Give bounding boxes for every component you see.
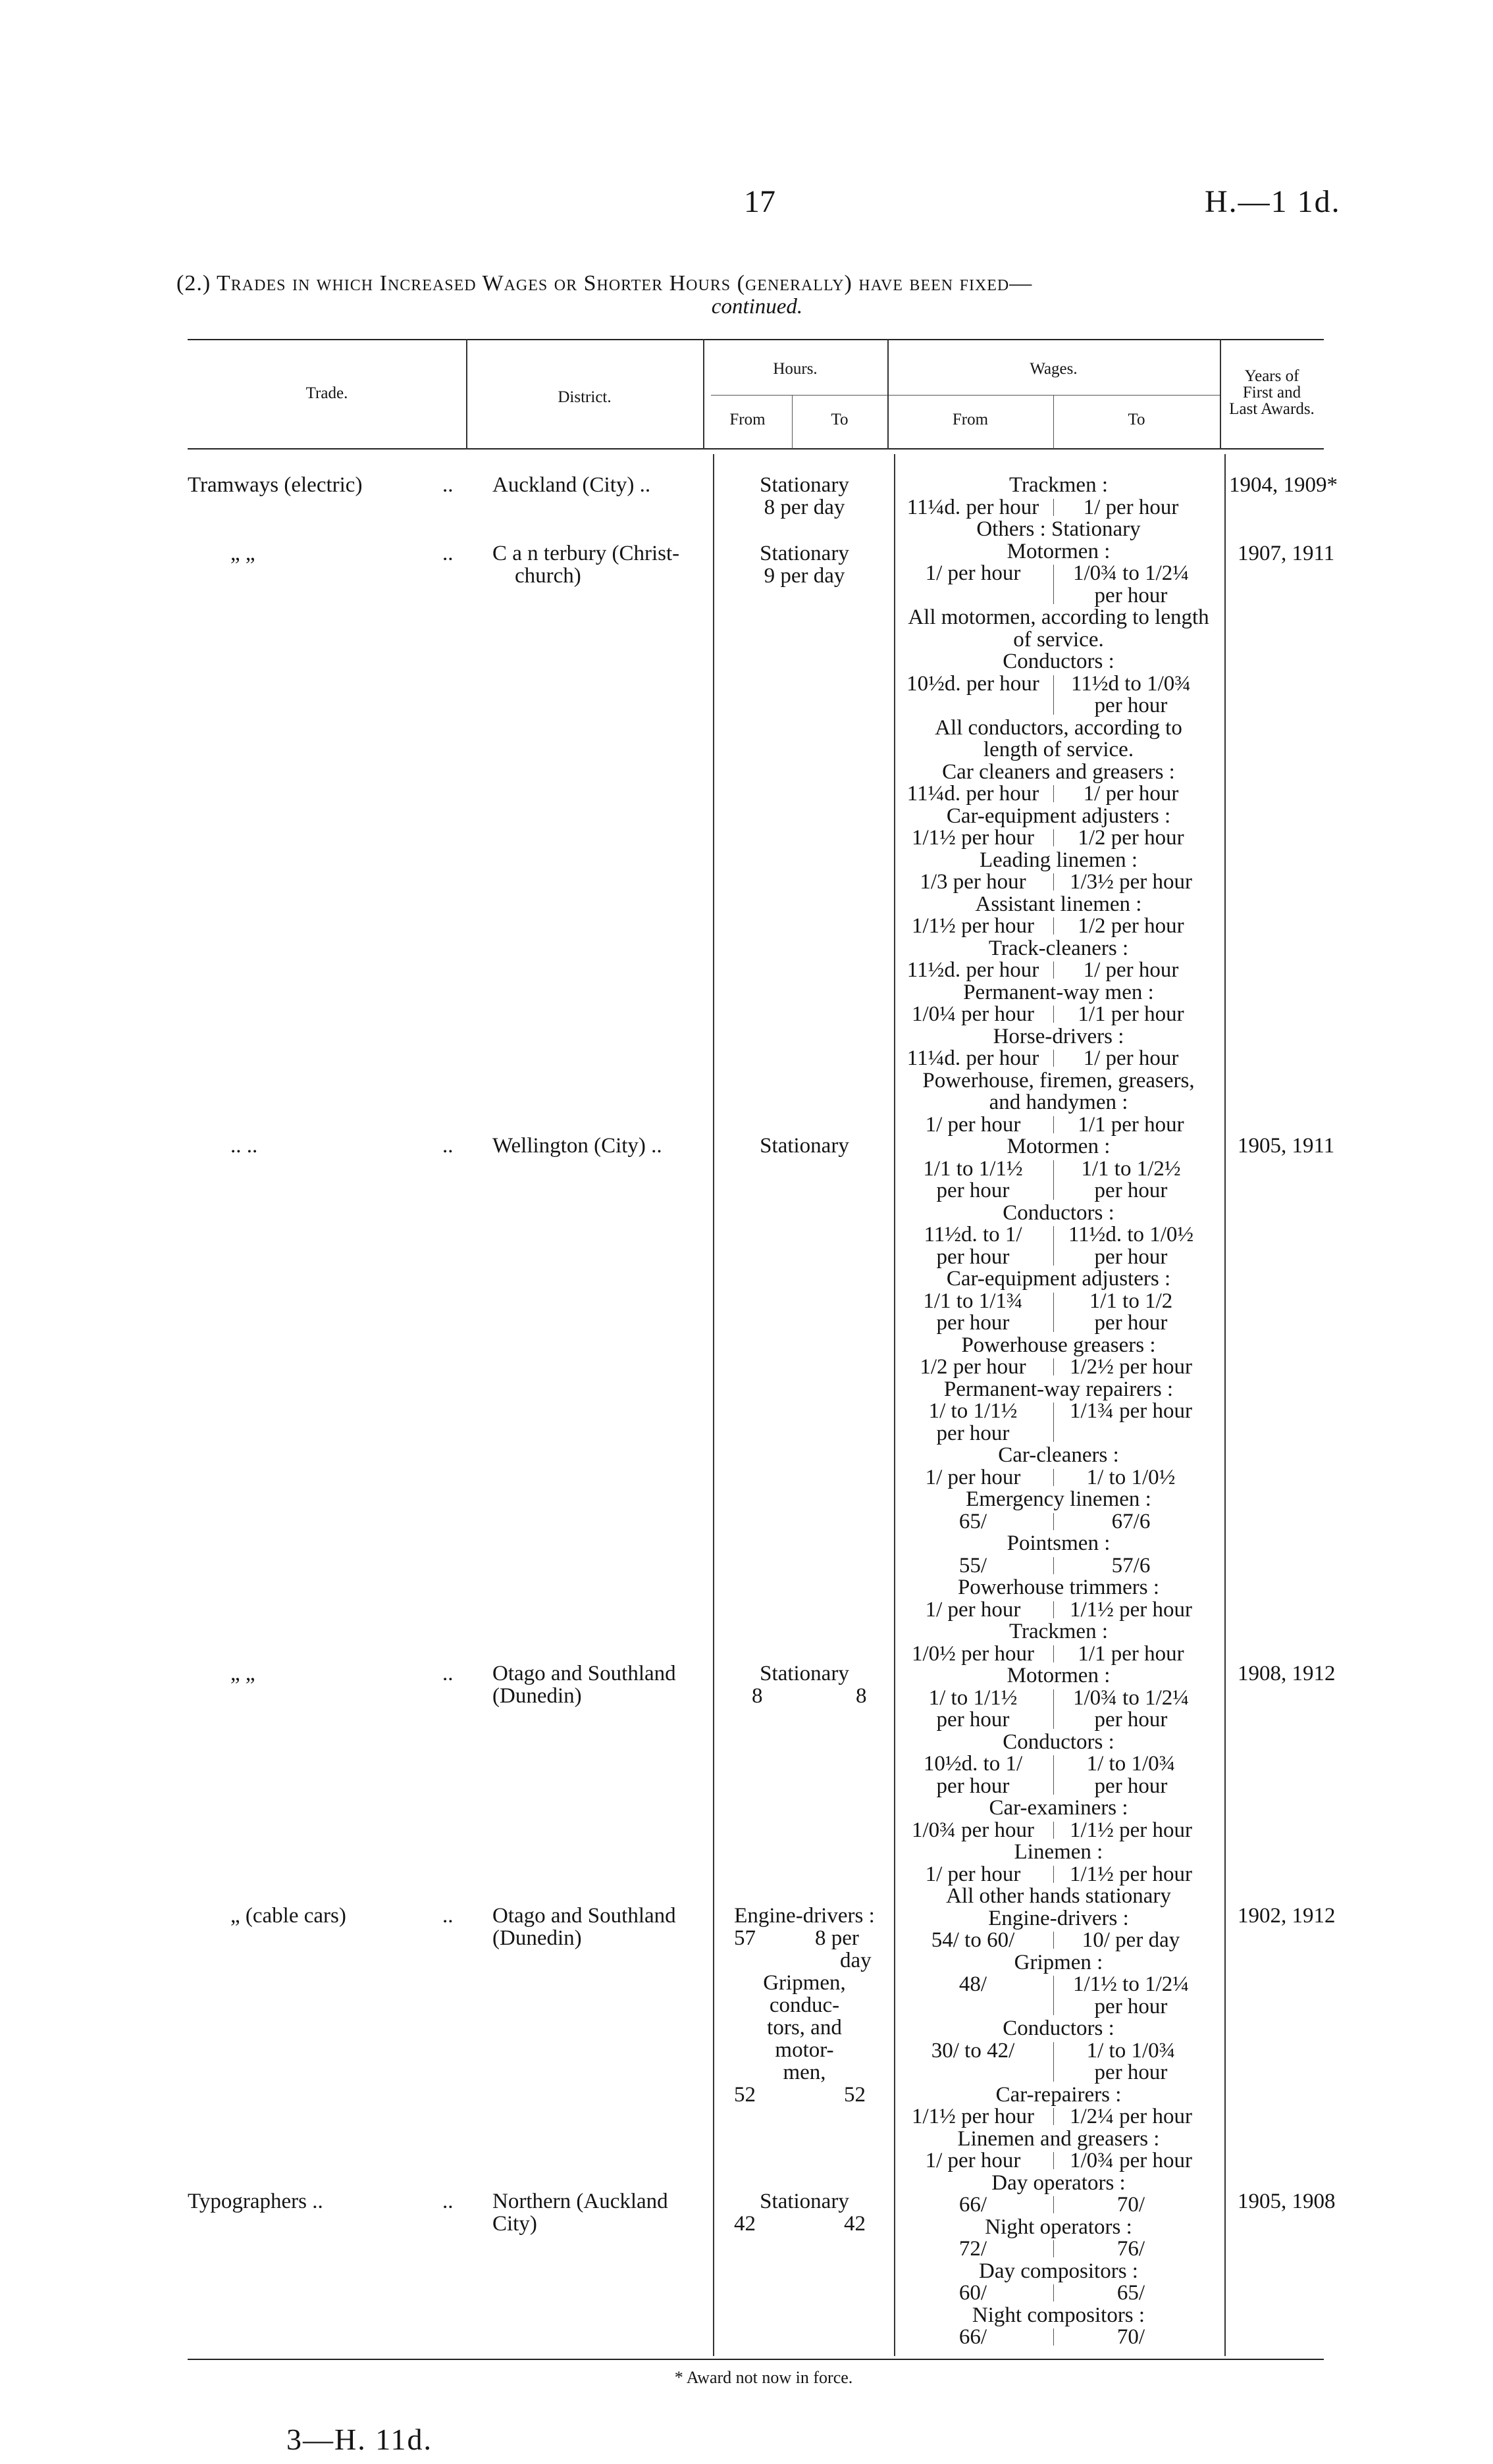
wage-caption: Permanent-way men : [963,981,1154,1004]
wage-caption: of service. [1013,628,1104,652]
wage-to: 11½d to 1/0¾ [1070,672,1192,696]
wage-to: 1/0¾ to 1/2¼ [1072,1686,1189,1710]
row-5-district-l1: Otago and Southland [492,1904,676,1928]
wage-from: 1/1 to 1/1½ [923,1157,1023,1181]
wage-to: 1/2¼ per hour [1069,2105,1193,2128]
wage-from: 11¼d. per hour [906,496,1039,519]
row-3-district: Wellington (City) .. [492,1134,662,1158]
wage-from: 1/ per hour [925,1113,1021,1137]
row-5-hours-l3: day [840,1949,872,1972]
wage-to: 1/1 to 1/2 [1089,1289,1173,1313]
wage-from: 1/1½ per hour [911,2105,1035,2128]
row-1-years: 1904, 1909* [1229,473,1338,497]
wage-to-cont: per hour [1094,1708,1168,1732]
row-3-trade: .. .. [230,1134,258,1158]
wage-divider [1053,2152,1054,2169]
row-5-hours-l9-to: 52 [844,2083,866,2107]
wage-caption: Emergency linemen : [966,1487,1151,1511]
wage-to: 1/2 per hour [1078,826,1184,850]
wage-to: 1/1½ per hour [1069,1598,1193,1622]
row-2-district-l2: church) [515,564,581,588]
row-5-district-l2: (Dunedin) [492,1926,582,1950]
wage-caption: Conductors : [1003,2016,1114,2040]
col-header-hours: Hours. [773,360,818,378]
wage-from: 1/ to 1/1½ [928,1686,1018,1710]
row-5-hours-l8: men, [783,2061,826,2084]
wage-to: 1/ to 1/0¾ [1086,1752,1176,1776]
row-2-hours-l2: 9 per day [764,564,845,588]
wage-to: 1/1¾ per hour [1069,1399,1193,1423]
wage-to: 1/1 per hour [1078,1113,1184,1137]
wage-from-cont: per hour [936,1311,1010,1335]
row-4-hours-to: 8 [856,1684,867,1708]
wage-caption: All conductors, according to [935,716,1182,740]
wage-caption: Day operators : [991,2171,1126,2195]
wage-from: 10½d. to 1/ [923,1752,1023,1776]
wage-divider [1053,499,1054,516]
wage-caption: Car-equipment adjusters : [946,1267,1171,1291]
wage-from: 1/1½ per hour [911,826,1035,850]
wage-divider [1053,1402,1054,1442]
wage-divider [1053,2284,1054,2301]
wage-from-cont: per hour [936,1245,1010,1269]
wage-to: 1/1½ per hour [1069,1862,1193,1886]
wage-to: 1/1 per hour [1078,1002,1184,1026]
wage-caption: Car cleaners and greasers : [942,760,1175,784]
wage-to: 65/ [1116,2281,1145,2305]
wage-caption: Assistant linemen : [975,892,1142,916]
wage-from: 11½d. per hour [906,958,1039,982]
wage-caption: Permanent-way repairers : [943,1377,1174,1401]
row-6-hours-from: 42 [734,2212,756,2236]
wage-divider [1053,1932,1054,1949]
wage-to: 70/ [1116,2193,1145,2217]
wage-to: 1/1½ per hour [1069,1818,1193,1842]
row-4-hours-from: 8 [752,1684,763,1708]
wage-from: 11¼d. per hour [906,782,1039,806]
row-4-district-l2: (Dunedin) [492,1684,582,1708]
col-header-years-l2: First and [1242,384,1301,401]
section-heading: (2.) Trades in which Increased Wages or Shorter Hours (generally) have been fixed— [176,271,1033,295]
body-divider-wages [1224,454,1226,2356]
wage-from: 54/ to 60/ [931,1928,1015,1952]
wage-divider [1053,873,1054,890]
row-6-leader: .. [442,2190,454,2213]
wage-from: 1/0½ per hour [911,1642,1035,1666]
wage-divider [1053,785,1054,802]
wage-divider [1053,917,1054,935]
wage-caption: Leading linemen : [979,848,1138,872]
wage-caption: All motormen, according to length [908,605,1209,629]
section-heading-continued: continued. [711,295,803,319]
wage-from: 1/ to 1/1½ [928,1399,1018,1423]
wage-to: 1/ to 1/0½ [1086,1466,1176,1489]
wage-to-cont: per hour [1094,584,1168,607]
wage-from: 1/ per hour [925,1862,1021,1886]
row-4-years: 1908, 1912 [1238,1662,1336,1685]
row-4-hours-l1: Stationary [760,1662,849,1685]
row-2-years: 1907, 1911 [1238,542,1335,565]
wage-from-cont: per hour [936,1774,1010,1798]
wage-from: 1/ per hour [925,1598,1021,1622]
wage-to: 70/ [1116,2325,1145,2349]
row-6-district-l2: City) [492,2212,537,2236]
wage-to: 10/ per day [1082,1928,1180,1952]
wage-to-cont: per hour [1094,1179,1168,1202]
wage-from: 1/ per hour [925,2149,1021,2172]
wage-caption: Trackmen : [1008,1620,1108,1643]
row-4-trade: „ „ [230,1662,255,1685]
wage-from: 1/ per hour [925,561,1021,585]
row-6-trade: Typographers .. [188,2190,323,2213]
wage-to: 1/ per hour [1083,782,1179,806]
wage-from: 60/ [958,2281,987,2305]
wage-to: 1/1½ to 1/2¼ [1072,1972,1189,1996]
wage-caption: Powerhouse trimmers : [957,1576,1160,1599]
wage-to-cont: per hour [1094,1774,1168,1798]
wage-to: 1/3½ per hour [1069,870,1193,894]
wage-divider [1053,1513,1054,1530]
row-6-hours-to: 42 [844,2212,866,2236]
row-5-hours-l4: Gripmen, [763,1971,846,1995]
wage-to-cont: per hour [1094,694,1168,717]
wage-from-cont: per hour [936,1708,1010,1732]
wage-from: 48/ [958,1972,987,1996]
signature-mark: 3—H. 11d. [286,2423,433,2456]
row-6-district-l1: Northern (Auckland [492,2190,668,2213]
wage-caption: Conductors : [1003,650,1114,673]
wage-to: 57/6 [1111,1554,1151,1578]
col-header-wages-to: To [1128,411,1145,428]
wage-caption: Linemen : [1014,1840,1103,1864]
row-5-hours-l7: motor- [775,2038,834,2062]
wage-divider [1053,962,1054,979]
wage-to-cont: per hour [1094,1311,1168,1335]
wage-to: 11½d. to 1/0½ [1068,1223,1194,1246]
wage-caption: Conductors : [1003,1201,1114,1225]
wage-caption: Gripmen : [1014,1951,1103,1974]
wage-caption: Night operators : [985,2215,1132,2239]
wage-to-cont: per hour [1094,2061,1168,2084]
row-5-hours-l2-to: 8 per [815,1926,859,1950]
wage-caption: Motormen : [1007,1664,1111,1687]
wage-from: 1/ per hour [925,1466,1021,1489]
wage-divider [1053,2240,1054,2257]
wage-caption: Day compositors : [979,2259,1138,2283]
row-4-district-l1: Otago and Southland [492,1662,676,1685]
row-1-hours-l1: Stationary [760,473,849,497]
wage-caption: Motormen : [1007,540,1111,563]
wage-divider [1053,1645,1054,1662]
row-1-district: Auckland (City) .. [492,473,651,497]
page-number: 17 [744,184,775,219]
row-2-hours-l1: Stationary [760,542,849,565]
wage-caption: Night compositors : [972,2303,1145,2327]
wage-caption: Linemen and greasers : [957,2127,1160,2151]
wage-from: 1/2 per hour [920,1355,1026,1379]
wage-from-cont: per hour [936,1422,1010,1445]
wage-caption: Car-cleaners : [998,1443,1119,1467]
row-5-trade: „ (cable cars) [230,1904,346,1928]
wage-from: 30/ to 42/ [931,2039,1015,2063]
wage-caption: Engine-drivers : [988,1907,1129,1930]
header-divider-district [703,339,704,449]
wage-divider [1053,1601,1054,1618]
table-header-rule [188,448,1324,449]
row-3-hours-l1: Stationary [760,1134,849,1158]
col-header-wages: Wages. [1030,360,1078,378]
wage-caption: Motormen : [1007,1135,1111,1158]
wage-caption: Powerhouse, firemen, greasers, [922,1069,1195,1092]
wage-from: 65/ [958,1510,987,1533]
wage-from: 55/ [958,1554,987,1578]
row-5-hours-l2-from: 57 [734,1926,756,1950]
wage-from: 1/0¼ per hour [911,1002,1035,1026]
row-2-district-l1: C a n terbury (Christ- [492,542,680,565]
wage-divider [1053,2108,1054,2125]
wage-divider [1053,1557,1054,1574]
wage-caption: Car-equipment adjusters : [946,804,1171,828]
wage-divider [1053,1050,1054,1067]
wage-divider [1053,1116,1054,1133]
col-header-hours-to: To [831,411,849,428]
wage-divider [1053,1822,1054,1839]
row-5-leader: .. [442,1904,454,1928]
wage-caption: and handymen : [989,1091,1128,1114]
row-1-hours-l2: 8 per day [764,496,845,519]
wage-to: 1/2 per hour [1078,914,1184,938]
col-header-trade: Trade. [305,384,348,402]
wage-from: 1/1 to 1/1¾ [923,1289,1023,1313]
wage-to-cont: per hour [1094,1245,1168,1269]
wage-to: 1/1 per hour [1078,1642,1184,1666]
wage-caption: Trackmen : [1008,473,1108,497]
wage-caption: All other hands stationary [946,1884,1171,1908]
wage-from: 72/ [958,2237,987,2261]
col-header-years-l1: Years of [1244,367,1299,385]
wage-caption: length of service. [983,738,1134,761]
subheader-rule [711,395,1220,396]
wage-to: 76/ [1116,2237,1145,2261]
document-reference: H.—1 1d. [1205,184,1341,219]
wage-to: 1/ per hour [1083,496,1179,519]
wage-caption: Track-cleaners : [988,937,1129,960]
col-header-hours-from: From [729,411,766,428]
wage-from: 10½d. per hour [906,672,1039,696]
wage-divider [1053,1358,1054,1375]
wage-to: 1/ to 1/0¾ [1086,2039,1176,2063]
wage-to: 1/0¾ per hour [1069,2149,1193,2172]
row-4-leader: .. [442,1662,454,1685]
row-5-hours-l9-from: 52 [734,2083,756,2107]
col-header-wages-from: From [952,411,989,428]
wage-to: 1/ per hour [1083,958,1179,982]
wage-caption: Others : Stationary [976,517,1141,541]
header-divider-hours-wages [887,339,889,449]
row-5-hours-l6: tors, and [767,2016,842,2040]
col-header-district: District. [558,388,612,406]
wage-divider [1053,1469,1054,1486]
wage-from: 11½d. to 1/ [924,1223,1022,1246]
wage-from: 66/ [958,2193,987,2217]
wage-caption: Car-examiners : [989,1796,1128,1820]
wage-to: 67/6 [1111,1510,1151,1533]
wage-divider [1053,2328,1054,2346]
row-3-leader: .. [442,1134,454,1158]
wage-to: 1/0¾ to 1/2¼ [1072,561,1189,585]
body-divider-hours [894,454,895,2356]
row-2-leader: .. [442,542,454,565]
row-5-hours-l1: Engine-drivers : [734,1904,875,1928]
wage-from: 11¼d. per hour [906,1046,1039,1070]
wage-from: 66/ [958,2325,987,2349]
wage-to: 1/2½ per hour [1069,1355,1193,1379]
body-divider-district [713,454,714,2356]
row-1-trade: Tramways (electric) [188,473,363,497]
wage-caption: Car-repairers : [995,2083,1122,2107]
wage-caption: Conductors : [1003,1730,1114,1754]
wage-divider [1053,829,1054,846]
wage-from: 1/3 per hour [920,870,1026,894]
row-6-hours-l1: Stationary [760,2190,849,2213]
wage-caption: Powerhouse greasers : [961,1333,1156,1357]
wage-from: 1/1½ per hour [911,914,1035,938]
wage-caption: Horse-drivers : [993,1025,1124,1048]
row-5-years: 1902, 1912 [1238,1904,1336,1928]
wage-from: 1/0¾ per hour [911,1818,1035,1842]
col-header-years-l3: Last Awards. [1229,400,1315,418]
row-6-years: 1905, 1908 [1238,2190,1336,2213]
wage-from-cont: per hour [936,1179,1010,1202]
wage-to-cont: per hour [1094,1995,1168,2018]
wage-divider [1053,2196,1054,2213]
wage-divider [1053,1006,1054,1023]
wage-to: 1/1 to 1/2½ [1081,1157,1181,1181]
table-bottom-rule [188,2359,1324,2360]
footnote: * Award not now in force. [674,2368,853,2387]
row-1-leader: .. [442,473,454,497]
table-top-rule [188,339,1324,340]
row-3-years: 1905, 1911 [1238,1134,1335,1158]
wage-divider [1053,1866,1054,1883]
wage-caption: Pointsmen : [1007,1531,1111,1555]
wage-to: 1/ per hour [1083,1046,1179,1070]
row-2-trade: „ „ [230,542,255,565]
row-5-hours-l5: conduc- [769,1993,840,2017]
